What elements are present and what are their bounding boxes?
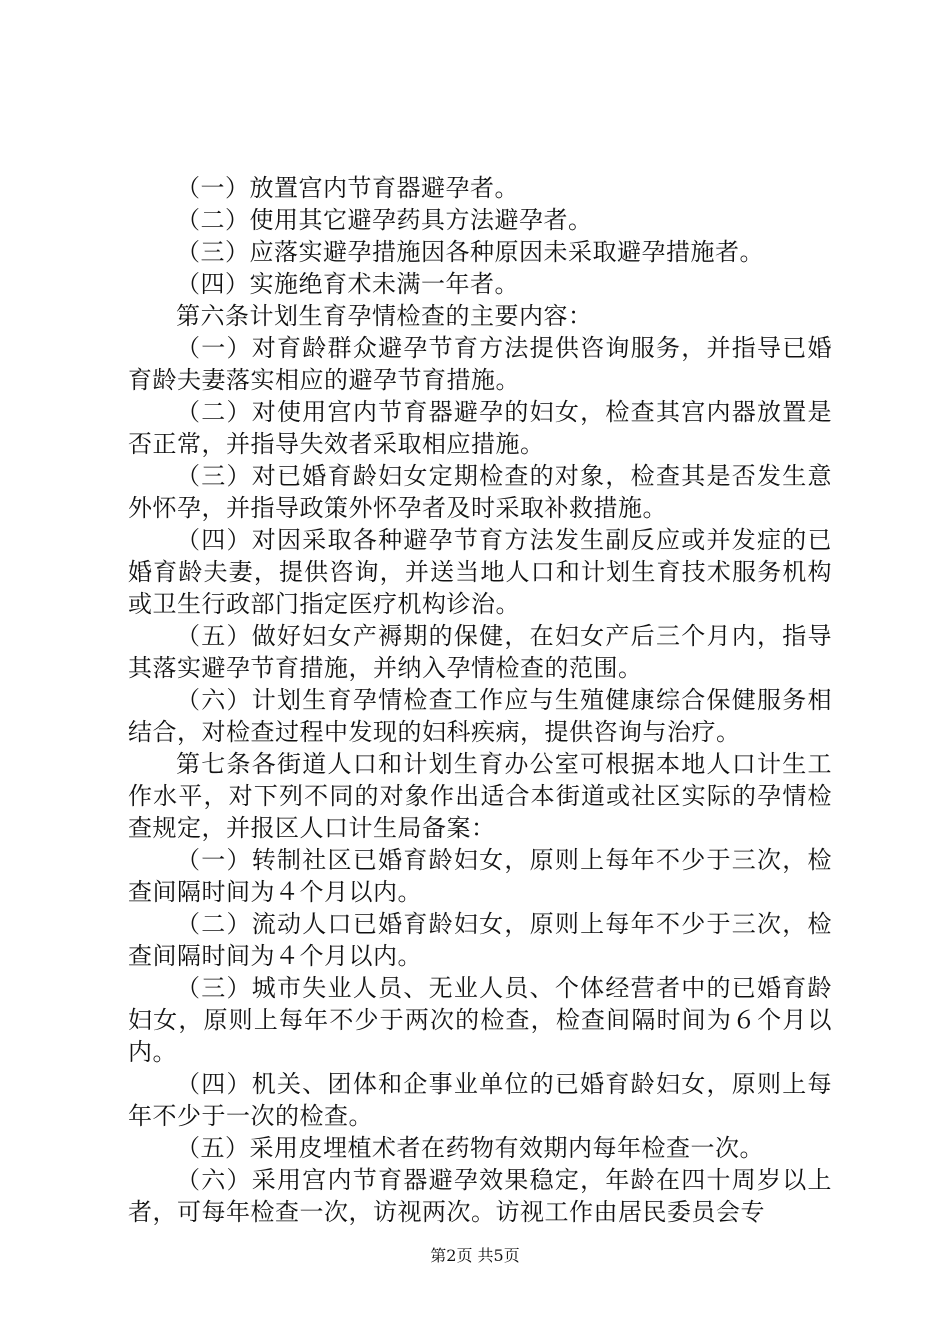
paragraph-4: （四）实施绝育术未满一年者。 [176, 270, 519, 298]
paragraph-1: （一）放置宫内节育器避孕者。 [176, 174, 519, 202]
paragraph-6: （一）对育龄群众避孕节育方法提供咨询服务，并指导已婚育龄夫妻落实相应的避孕节育措施。 [128, 334, 832, 394]
article-7-heading: 第七条各街道人口和计划生育办公室可根据本地人口计生工作水平，对下列不同的对象作出适合本街道或社区实际的孕情检查规定，并报区人口计生局备案： [128, 750, 832, 842]
paragraph-2: （二）使用其它避孕药具方法避孕者。 [176, 206, 593, 234]
paragraph-18: （六）采用宫内节育器避孕效果稳定，年龄在四十周岁以上者，可每年检查一次，访视两次。访视工作由居民委员会专 [128, 1166, 832, 1226]
document-body [128, 172, 832, 1228]
paragraph-3: （三）应落实避孕措施因各种原因未采取避孕措施者。 [176, 238, 764, 266]
paragraph-17: （五）采用皮埋植术者在药物有效期内每年检查一次。 [176, 1134, 764, 1162]
paragraph-7: （二）对使用宫内节育器避孕的妇女，检查其宫内器放置是否正常，并指导失效者采取相应措施。 [128, 398, 832, 458]
paragraph-9: （四）对因采取各种避孕节育方法发生副反应或并发症的已婚育龄夫妻，提供咨询，并送当地人口和计划生育技术服务机构或卫生行政部门指定医疗机构诊治。 [128, 526, 832, 618]
paragraph-16: （四）机关、团体和企事业单位的已婚育龄妇女，原则上每年不少于一次的检查。 [128, 1070, 832, 1130]
article-6-heading: 第六条计划生育孕情检查的主要内容： [176, 302, 593, 330]
paragraph-15: （三）城市失业人员、无业人员、个体经营者中的已婚育龄妇女，原则上每年不少于两次的检查，检查间隔时间为６个月以内。 [128, 974, 832, 1066]
paragraph-14: （二）流动人口已婚育龄妇女，原则上每年不少于三次，检查间隔时间为４个月以内。 [128, 910, 832, 970]
paragraph-10: （五）做好妇女产褥期的保健，在妇女产后三个月内，指导其落实避孕节育措施，并纳入孕情检查的范围。 [128, 622, 832, 682]
paragraph-13: （一）转制社区已婚育龄妇女，原则上每年不少于三次，检查间隔时间为４个月以内。 [128, 846, 832, 906]
paragraph-11: （六）计划生育孕情检查工作应与生殖健康综合保健服务相结合，对检查过程中发现的妇科疾病，提供咨询与治疗。 [128, 686, 832, 746]
page-number-footer: 第2页 共5页 [430, 1246, 520, 1265]
paragraph-8: （三）对已婚育龄妇女定期检查的对象，检查其是否发生意外怀孕，并指导政策外怀孕者及时采取补救措施。 [128, 462, 832, 522]
